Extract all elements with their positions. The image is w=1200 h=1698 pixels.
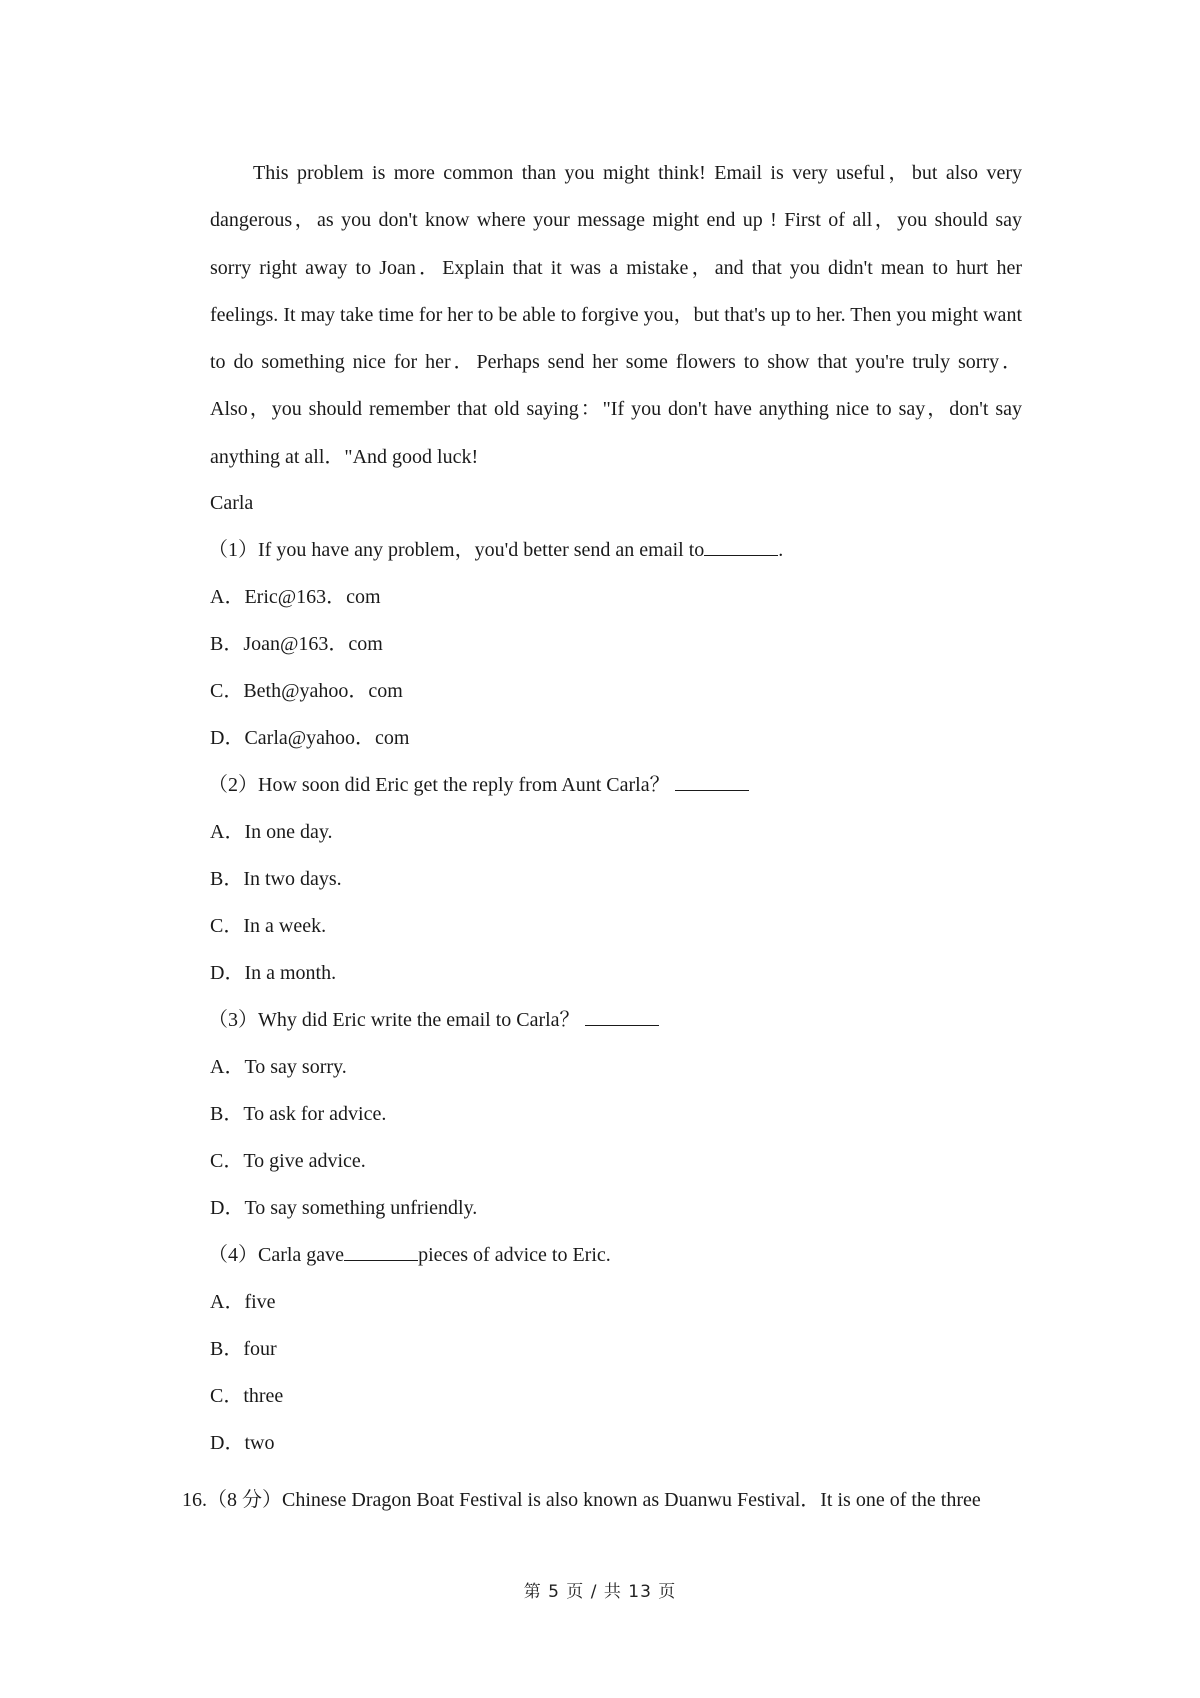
- question-text: （2）How soon did Eric get the reply from Aunt Carla？: [208, 774, 670, 796]
- page-footer: 第 5 页 / 共 13 页: [523, 1582, 677, 1602]
- option-d: D．To say something unfriendly.: [210, 1197, 478, 1219]
- answer-blank: [344, 1242, 418, 1261]
- question-text: （4）Carla gave: [208, 1244, 345, 1266]
- option-c: C．To give advice.: [210, 1150, 366, 1172]
- option-c: C．three: [210, 1385, 284, 1407]
- answer-blank: [675, 772, 749, 791]
- option-a: A．To say sorry.: [210, 1056, 347, 1078]
- question-text: （3）Why did Eric write the email to Carla？: [208, 1009, 580, 1031]
- question-16: 16.（8 分）Chinese Dragon Boat Festival is also known as Duanwu Festival．It is one of the three: [182, 1489, 981, 1511]
- option-b: B．Joan@163．com: [210, 633, 383, 655]
- letter-signature: Carla: [210, 492, 254, 514]
- option-c: C．Beth@yahoo．com: [210, 680, 403, 702]
- question-2: [208, 771, 749, 799]
- question-3: [208, 1006, 659, 1034]
- answer-blank: [704, 537, 778, 556]
- option-d: D．Carla@yahoo．com: [210, 727, 410, 749]
- question-suffix: .: [778, 539, 784, 561]
- option-b: B．To ask for advice.: [210, 1103, 387, 1125]
- option-a: A．five: [210, 1291, 276, 1313]
- question-1: [208, 536, 783, 564]
- question-text: （1）If you have any problem，you'd better send an email to: [208, 539, 705, 561]
- option-d: D．In a month.: [210, 962, 337, 984]
- reading-passage: This problem is more common than you might think! Email is very useful，but also very dangerous，as you don't know where your message might end up ! First of all，you should say sorry right away to Joan．Explain that it was a mistake，and that you didn't mean to hurt her feelings. It may take time for her to be able to forgive you，but that's up to her. Then you might want to do something nice for her．Perhaps send her some flowers to show that you're truly sorry．Also，you should remember that old saying："If you don't have anything nice to say，don't say anything at all．"And good luck!: [210, 162, 1022, 468]
- answer-blank: [585, 1007, 659, 1026]
- question-4: [208, 1241, 611, 1269]
- question-suffix: pieces of advice to Eric.: [418, 1244, 611, 1266]
- option-a: A．In one day.: [210, 821, 333, 843]
- option-d: D．two: [210, 1432, 275, 1454]
- option-b: B．four: [210, 1338, 277, 1360]
- option-b: B．In two days.: [210, 868, 342, 890]
- option-a: A．Eric@163．com: [210, 586, 381, 608]
- option-c: C．In a week.: [210, 915, 327, 937]
